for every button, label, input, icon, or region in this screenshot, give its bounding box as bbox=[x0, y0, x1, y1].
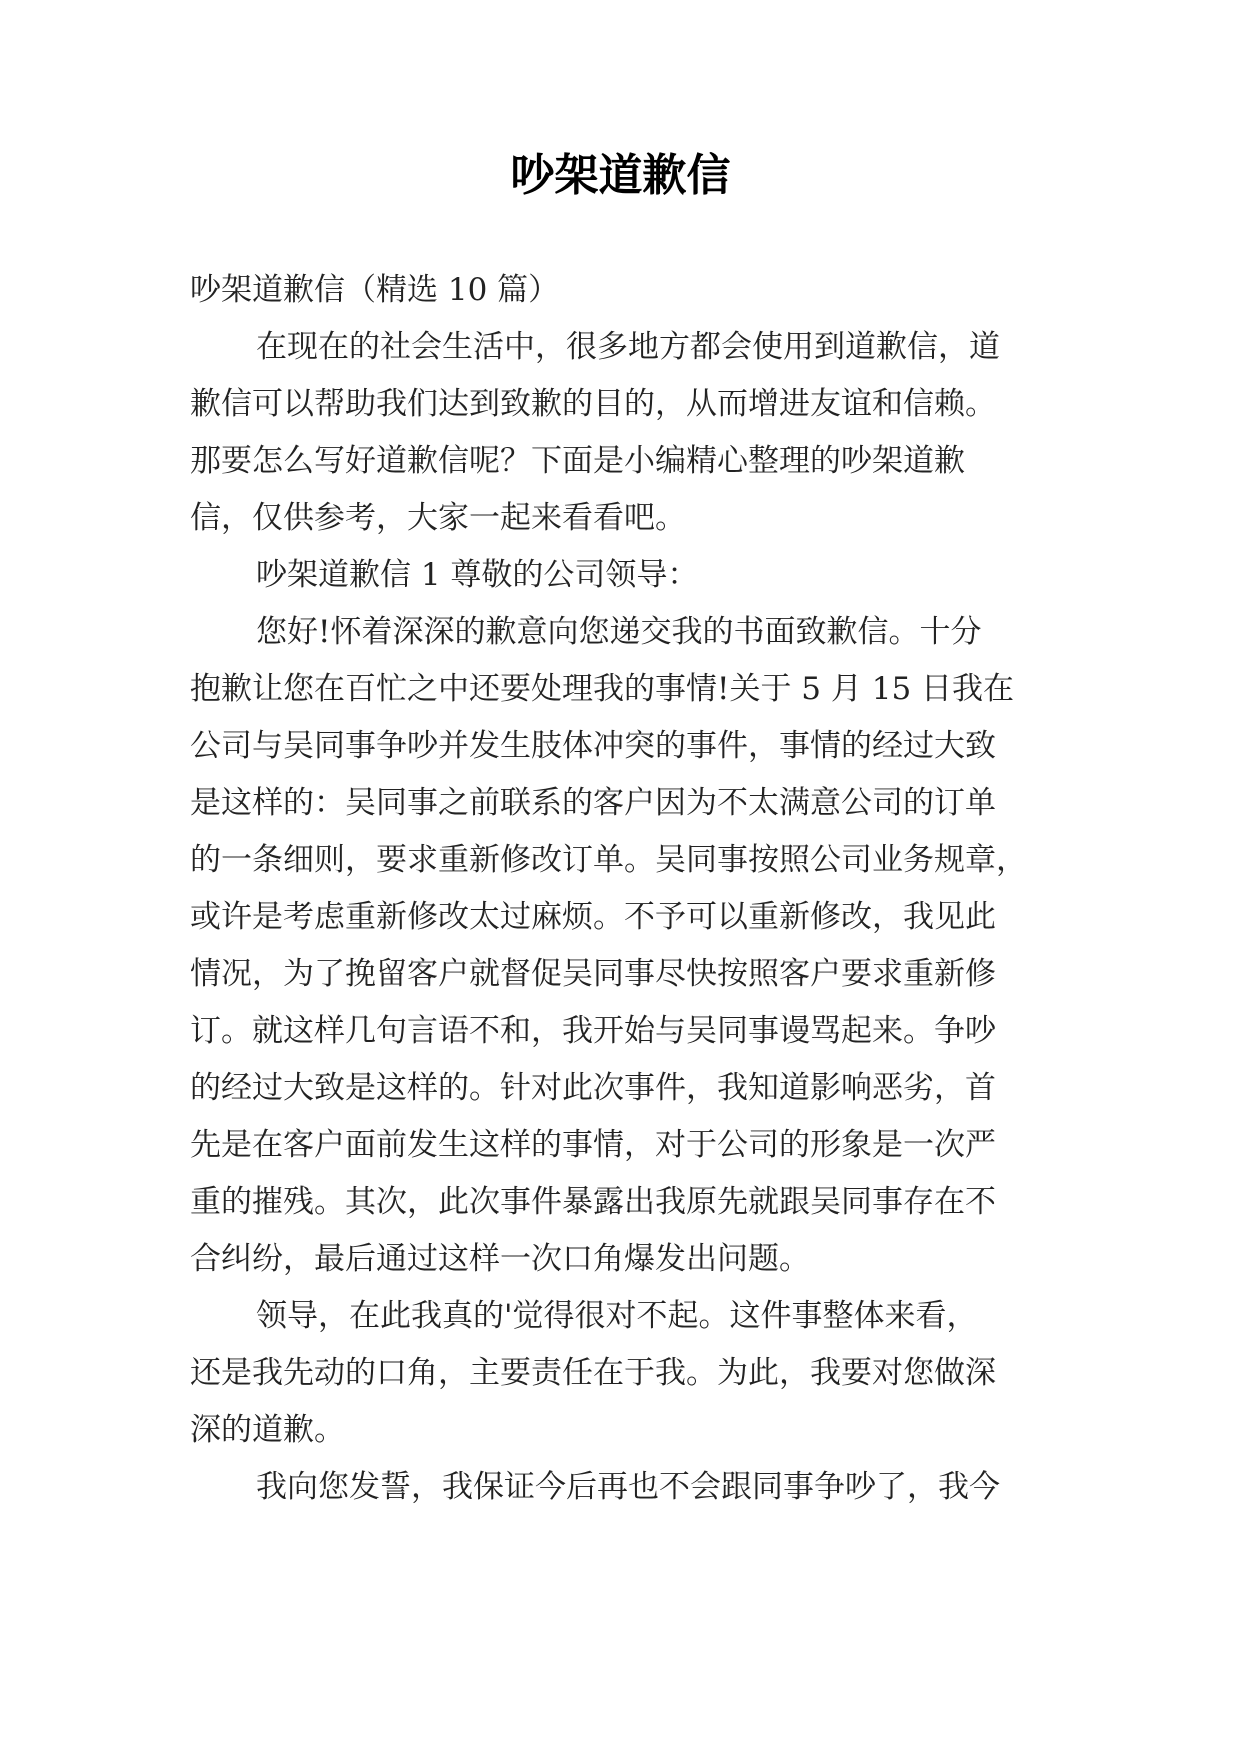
text-line: 合纠纷，最后通过这样一次口角爆发出问题。 bbox=[190, 1241, 810, 1277]
page-title: 吵架道歉信 bbox=[510, 150, 731, 201]
text-line: 是这样的：吴同事之前联系的客户因为不太满意公司的订单 bbox=[190, 785, 996, 821]
text-line: 订。就这样几句言语不和，我开始与吴同事谩骂起来。争吵 bbox=[190, 1013, 996, 1049]
text-line: 那要怎么写好道歉信呢？下面是小编精心整理的吵架道歉 bbox=[190, 443, 965, 479]
text-line: 先是在客户面前发生这样的事情，对于公司的形象是一次严 bbox=[190, 1127, 996, 1163]
text-line: 领导，在此我真的'觉得很对不起。这件事整体来看， bbox=[256, 1298, 978, 1334]
text-line: 还是我先动的口角，主要责任在于我。为此，我要对您做深 bbox=[190, 1355, 996, 1391]
text-line: 重的摧残。其次，此次事件暴露出我原先就跟吴同事存在不 bbox=[190, 1184, 996, 1220]
text-line: 歉信可以帮助我们达到致歉的目的，从而增进友谊和信赖。 bbox=[190, 386, 996, 422]
text-line: 我向您发誓，我保证今后再也不会跟同事争吵了，我今 bbox=[256, 1469, 1000, 1505]
text-line: 您好!怀着深深的歉意向您递交我的书面致歉信。十分 bbox=[256, 614, 982, 650]
text-line: 吵架道歉信（精选 10 篇） bbox=[190, 272, 560, 308]
text-line: 在现在的社会生活中，很多地方都会使用到道歉信，道 bbox=[256, 329, 1000, 365]
text-line: 深的道歉。 bbox=[190, 1412, 345, 1448]
text-line: 信，仅供参考，大家一起来看看吧。 bbox=[190, 500, 686, 536]
text-line: 或许是考虑重新修改太过麻烦。不予可以重新修改，我见此 bbox=[190, 899, 996, 935]
text-line: 吵架道歉信 1 尊敬的公司领导： bbox=[256, 557, 699, 593]
text-line: 抱歉让您在百忙之中还要处理我的事情!关于 5 月 15 日我在 bbox=[190, 671, 1015, 707]
text-line: 的经过大致是这样的。针对此次事件，我知道影响恶劣，首 bbox=[190, 1070, 996, 1106]
text-line: 的一条细则，要求重新修改订单。吴同事按照公司业务规章， bbox=[190, 842, 1027, 878]
document-body bbox=[190, 262, 1056, 1516]
text-line: 公司与吴同事争吵并发生肢体冲突的事件，事情的经过大致 bbox=[190, 728, 996, 764]
text-line: 情况，为了挽留客户就督促吴同事尽快按照客户要求重新修 bbox=[190, 956, 996, 992]
